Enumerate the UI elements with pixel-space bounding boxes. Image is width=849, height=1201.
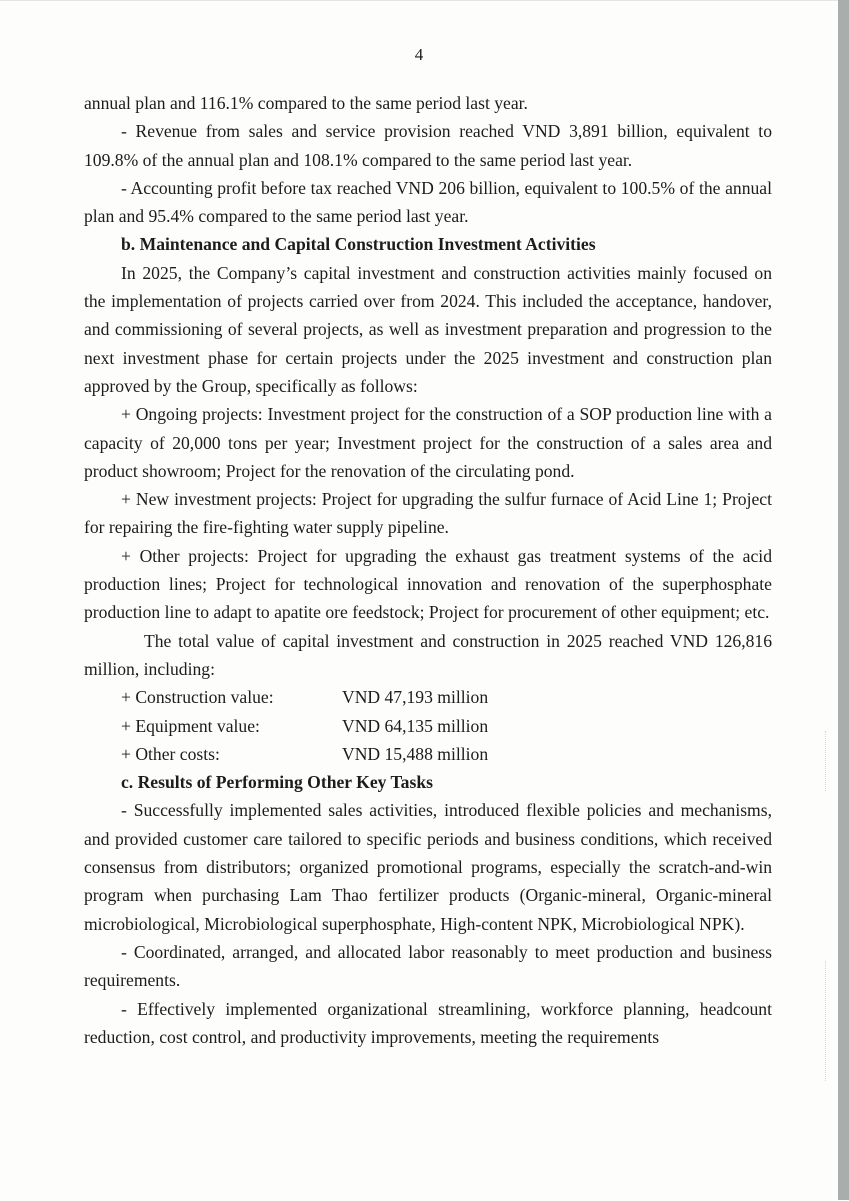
breakdown-label: + Equipment value: (121, 715, 260, 736)
page-body (84, 89, 772, 1051)
breakdown-row-construction (84, 683, 772, 711)
paragraph-revenue: - Revenue from sales and service provision reached VND 3,891 billion, equivalent to 109.8% of the annual plan and 108.1% compared to the same period last year. (84, 121, 772, 170)
breakdown-row-equipment (84, 712, 772, 740)
total-investment-value: The total value of capital investment and construction in 2025 reached VND 126,816 million, including: (84, 630, 772, 679)
labor-allocation-item: - Coordinated, arranged, and allocated labor reasonably to meet production and business requirements. (84, 941, 772, 991)
breakdown-label: + Other costs: (121, 743, 220, 764)
breakdown-row-other (84, 740, 772, 768)
new-investment-projects: + New investment projects: Project for upgrading the sulfur furnace of Acid Line 1; Project for repairing the fire-fighting water supply pipeline. (84, 489, 772, 538)
seal-mark (811, 731, 826, 791)
ongoing-projects: + Ongoing projects: Investment project for the construction of a SOP production line with a capacity of 20,000 tons per year; Investment project for the construction of a sales area and product showroom; Project for the renovation of the circulating pond. (84, 404, 772, 481)
paragraph-profit: - Accounting profit before tax reached VND 206 billion, equivalent to 100.5% of the annual plan and 95.4% compared to the same period last year. (84, 177, 772, 227)
breakdown-value: VND 47,193 million (342, 687, 489, 708)
section-b-intro: In 2025, the Company’s capital investment and construction activities mainly focused on the implementation of projects carried over from 2024. This included the acceptance, handover, and commissioning of several projects, as well as investment preparation and progression to the next investment phase for certain projects under the 2025 investment and construction plan approved by the Group, specifically as follows: (84, 262, 772, 396)
seal-mark (811, 961, 826, 1081)
breakdown-value: VND 64,135 million (342, 715, 489, 736)
other-projects: + Other projects: Project for upgrading the exhaust gas treatment systems of the acid production lines; Project for technological innovation and renovation of the superphosphate production line to adapt to apatite ore feedstock; Project for procurement of other equipment; etc. (84, 545, 772, 623)
section-c-heading: c. Results of Performing Other Key Tasks (121, 772, 433, 793)
section-b-heading: b. Maintenance and Capital Construction Investment Activities (121, 234, 596, 255)
paragraph-continuation: annual plan and 116.1% compared to the same period last year. (84, 93, 528, 113)
breakdown-label: + Construction value: (121, 687, 274, 708)
breakdown-value: VND 15,488 million (342, 743, 489, 764)
scan-edge (838, 0, 849, 1200)
streamlining-item: - Effectively implemented organizational streamlining, workforce planning, headcount reduction, cost control, and productivity improvements, meeting the requirements (84, 998, 772, 1047)
page-number: 4 (414, 45, 424, 64)
sales-activities-item: - Successfully implemented sales activities, introduced flexible policies and mechanisms, and provided customer care tailored to specific periods and business conditions, which received consensus from distributors; organized promotional programs, especially the scratch-and-win program when purchasing Lam Thao fertilizer products (Organic-mineral, Organic-mineral microbiological, Microbiological superphosphate, High-content NPK, Microbiological NPK). (84, 800, 772, 934)
